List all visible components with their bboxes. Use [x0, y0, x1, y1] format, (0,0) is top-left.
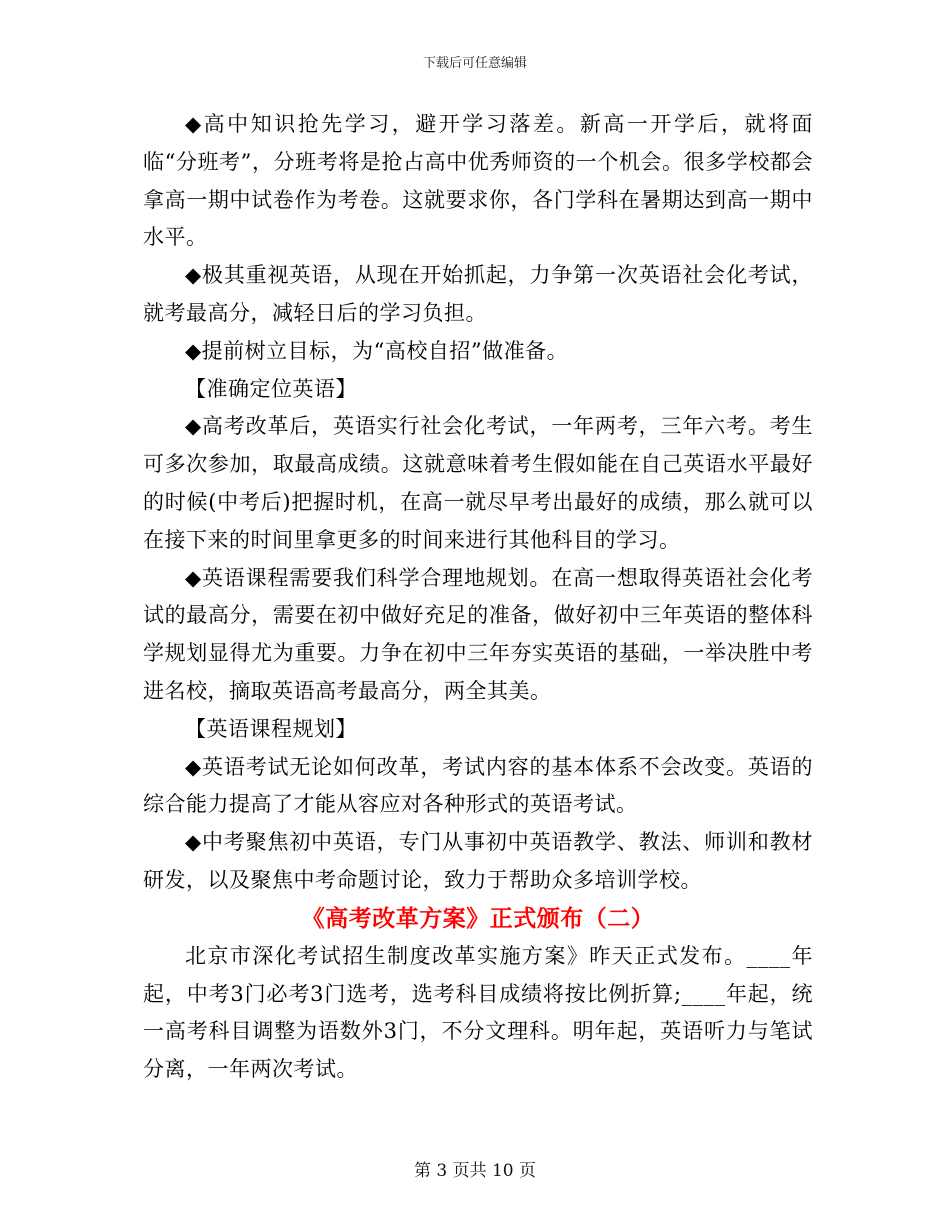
page-header: 下载后可任意编辑 — [422, 56, 527, 71]
heading-english-positioning: 【准确定位英语】 — [185, 376, 357, 401]
paragraph-english-priority: ◆极其重视英语，从现在开始抓起，力争第一次英语社会化考试，就考最高分，减轻日后的学习负担。 — [143, 263, 813, 325]
paragraph-set-goals: ◆提前树立目标，为“高校自招”做准备。 — [185, 338, 569, 363]
paragraph-beijing-plan: 北京市深化考试招生制度改革实施方案》昨天正式发布。____年起，中考3门必考3门选考，选考科目成绩将按比例折算;____年起，统一高考科目调整为语数外3门，不分文理科。明年起，英语听力与笔试分离，一年两次考试。 — [143, 943, 813, 1082]
paragraph-gaokao-reform: ◆高考改革后，英语实行社会化考试，一年两考，三年六考。考生可多次参加，取最高成绩。这就意味着考生假如能在自己英语水平最好的时候(中考后)把握时机，在高一就尽早考出最好的成绩，那么就可以在接下来的时间里拿更多的时间来进行其他科目的学习。 — [143, 414, 813, 552]
section-title: 《高考改革方案》正式颁布（二） — [301, 904, 655, 932]
paragraph-course-planning: ◆英语课程需要我们科学合理地规划。在高一想取得英语社会化考试的最高分，需要在初中做好充足的准备，做好初中三年英语的整体科学规划显得尤为重要。力争在初中三年夯实英语的基础，一举决胜中考进名校，摘取英语高考最高分，两全其美。 — [143, 565, 813, 703]
paragraph-advance-learning: ◆高中知识抢先学习，避开学习落差。新高一开学后，就将面临“分班考”，分班考将是抢占高中优秀师资的一个机会。很多学校都会拿高一期中试卷作为考卷。这就要求你，各门学科在暑期达到高一期中水平。 — [143, 112, 813, 250]
paragraph-zhongkao-focus: ◆中考聚焦初中英语，专门从事初中英语教学、教法、师训和教材研发，以及聚焦中考命题讨论，致力于帮助众多培训学校。 — [143, 830, 813, 892]
page-footer: 第 3 页共 10 页 — [413, 1161, 537, 1181]
document-body — [143, 106, 813, 1089]
heading-english-course-plan: 【英语课程规划】 — [185, 716, 357, 741]
paragraph-exam-system: ◆英语考试无论如何改革，考试内容的基本体系不会改变。英语的综合能力提高了才能从容应对各种形式的英语考试。 — [143, 754, 813, 817]
